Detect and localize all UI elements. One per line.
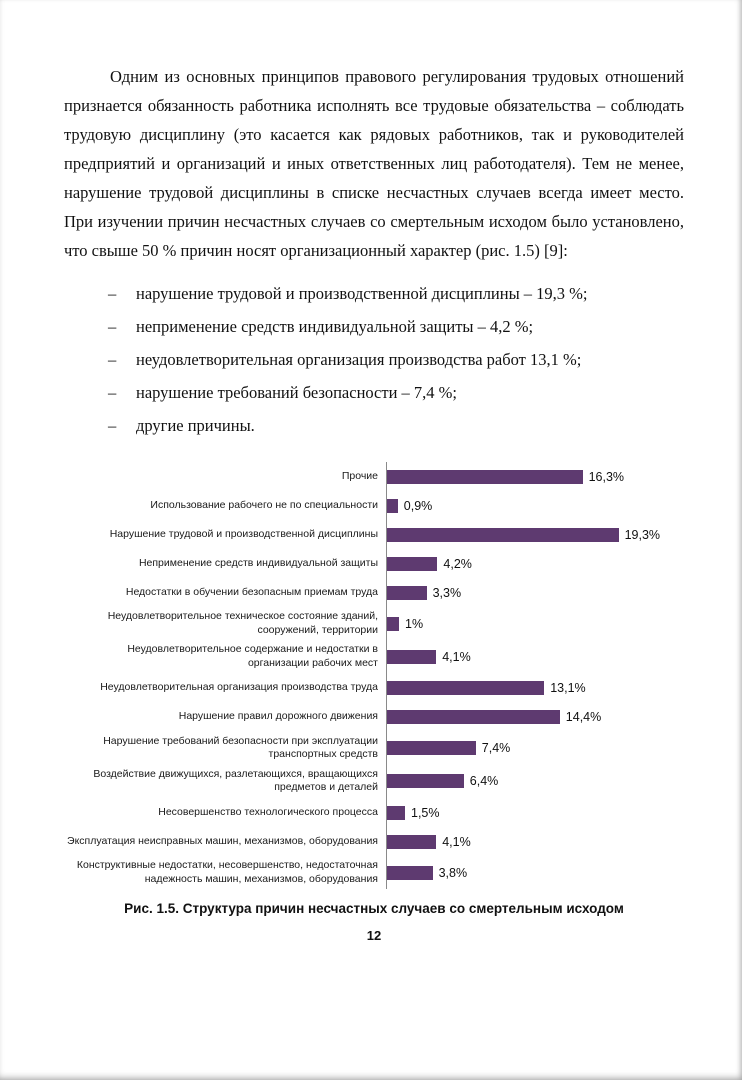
- chart-value-label: 1%: [405, 616, 424, 631]
- chart-bar: [387, 557, 437, 571]
- list-item: [108, 409, 684, 442]
- chart-value-label: 4,1%: [442, 834, 471, 849]
- chart-bar: [387, 774, 464, 788]
- chart-row: [64, 520, 684, 549]
- chart-category-label: Нарушение трудовой и производственной дисциплины: [109, 527, 378, 540]
- chart-bar-track: [386, 732, 684, 765]
- chart-value-label: 19,3%: [624, 527, 661, 542]
- chart-row: [64, 462, 684, 491]
- chart-bar-track: [386, 462, 684, 491]
- chart-category-label: Неудовлетворительное содержание и недостатки в организации рабочих мест: [127, 643, 378, 669]
- list-item-text: неприменение средств индивидуальной защиты – 4,2 %;: [136, 317, 534, 336]
- chart-row: [64, 491, 684, 520]
- chart-bar: [387, 681, 544, 695]
- chart-bar: [387, 470, 583, 484]
- list-item-dash: –: [108, 350, 117, 369]
- chart-category-label: Эксплуатация неисправных машин, механизмов, оборудования: [67, 834, 378, 847]
- chart-row: [64, 703, 684, 732]
- chart-bar: [387, 586, 427, 600]
- chart-row: [64, 578, 684, 607]
- chart-bar-track: [386, 827, 684, 856]
- chart-row: [64, 549, 684, 578]
- body-paragraph: Одним из основных принципов правового регулирования трудовых отношений признается обязанность работника исполнять все трудовые обязательства – соблюдать трудовую дисциплину (это касается как рядовых работников, так и руководителей предприятий и организаций и иных ответственных лиц работодателя). Тем не менее, нарушение трудовой дисциплины в списке несчастных случаев всегда имеет место. При изучении причин несчастных случаев со смертельным исходом было установлено, что свыше 50 % причин носят организационный характер (рис. 1.5) [9]:: [64, 67, 684, 260]
- chart-value-label: 3,8%: [438, 865, 468, 880]
- chart-bar-track: [386, 549, 684, 578]
- chart-bar-track: [386, 765, 684, 798]
- chart-row: [64, 765, 684, 798]
- chart-value-label: 1,5%: [411, 805, 440, 820]
- chart-bar: [387, 528, 619, 542]
- bar-chart: [64, 462, 684, 889]
- list-item-text: неудовлетворительная организация производства работ 13,1 %;: [136, 350, 582, 369]
- chart-bar: [387, 806, 405, 820]
- list-item-dash: –: [108, 317, 117, 336]
- chart-bar: [387, 835, 436, 849]
- chart-row: [64, 827, 684, 856]
- list-item-dash: –: [108, 416, 117, 435]
- chart-bar-track: [386, 640, 684, 673]
- chart-bar-track: [386, 607, 684, 640]
- chart-row: [64, 674, 684, 703]
- chart-category-label: Прочие: [341, 469, 378, 482]
- chart-bar-track: [386, 491, 684, 520]
- list-item: [108, 376, 684, 409]
- chart-category-label: Недостатки в обучении безопасным приемам труда: [125, 585, 378, 598]
- chart-bar-track: [386, 798, 684, 827]
- chart-row: [64, 640, 684, 673]
- chart-category-label: Несовершенство технологического процесса: [158, 805, 378, 818]
- chart-bar: [387, 866, 433, 880]
- page-number: 12: [366, 928, 382, 944]
- chart-category-label: Нарушение требований безопасности при эксплуатации транспортных средств: [103, 734, 378, 761]
- chart-bar: [387, 499, 398, 513]
- list-item-dash: –: [108, 284, 117, 303]
- list-item-text: другие причины.: [136, 416, 255, 435]
- chart-value-label: 4,1%: [442, 649, 471, 664]
- chart-category-label: Неудовлетворительная организация производства труда: [100, 681, 378, 694]
- chart-category-label: Неудовлетворительное техническое состояние зданий, сооружений, территории: [107, 610, 378, 636]
- chart-bar-track: [386, 856, 684, 889]
- chart-bar-track: [386, 520, 684, 549]
- chart-bar: [387, 650, 436, 664]
- chart-row: [64, 798, 684, 827]
- list-item-text: нарушение трудовой и производственной дисциплины – 19,3 %;: [136, 284, 588, 303]
- causes-list: [64, 277, 684, 442]
- chart-bar-track: [386, 578, 684, 607]
- list-item-text: нарушение требований безопасности – 7,4 %;: [136, 383, 458, 402]
- chart-category-label: Использование рабочего не по специальности: [150, 498, 378, 511]
- list-item-dash: –: [108, 383, 117, 402]
- chart-row: [64, 607, 684, 640]
- chart-bar-track: [386, 674, 684, 703]
- chart-category-label: Нарушение правил дорожного движения: [178, 710, 378, 723]
- chart-row: [64, 732, 684, 765]
- list-item: [108, 310, 684, 343]
- chart-category-label: Конструктивные недостатки, несовершенство, недостаточная надежность машин, механизмов, оборудования: [76, 859, 378, 885]
- chart-category-label: Неприменение средств индивидуальной защиты: [138, 556, 378, 569]
- figure-caption: Рис. 1.5. Структура причин несчастных случаев со смертельным исходом: [124, 901, 624, 917]
- chart-value-label: 6,4%: [469, 774, 499, 789]
- chart-value-label: 7,4%: [481, 741, 511, 756]
- chart-bar: [387, 617, 399, 631]
- chart-value-label: 4,2%: [443, 556, 472, 571]
- chart-bar: [387, 710, 560, 724]
- figure-1-5: [64, 462, 684, 916]
- chart-row: [64, 856, 684, 889]
- chart-value-label: 3,3%: [432, 585, 462, 600]
- list-item: [108, 343, 684, 376]
- chart-category-label: Воздействие движущихся, разлетающихся, вращающихся предметов и деталей: [93, 767, 378, 794]
- list-item: [108, 277, 684, 310]
- chart-bar: [387, 741, 476, 755]
- chart-value-label: 16,3%: [588, 469, 625, 484]
- chart-bar-track: [386, 703, 684, 732]
- chart-value-label: 0,9%: [403, 498, 433, 513]
- chart-value-label: 14,4%: [565, 710, 602, 725]
- chart-value-label: 13,1%: [550, 681, 586, 696]
